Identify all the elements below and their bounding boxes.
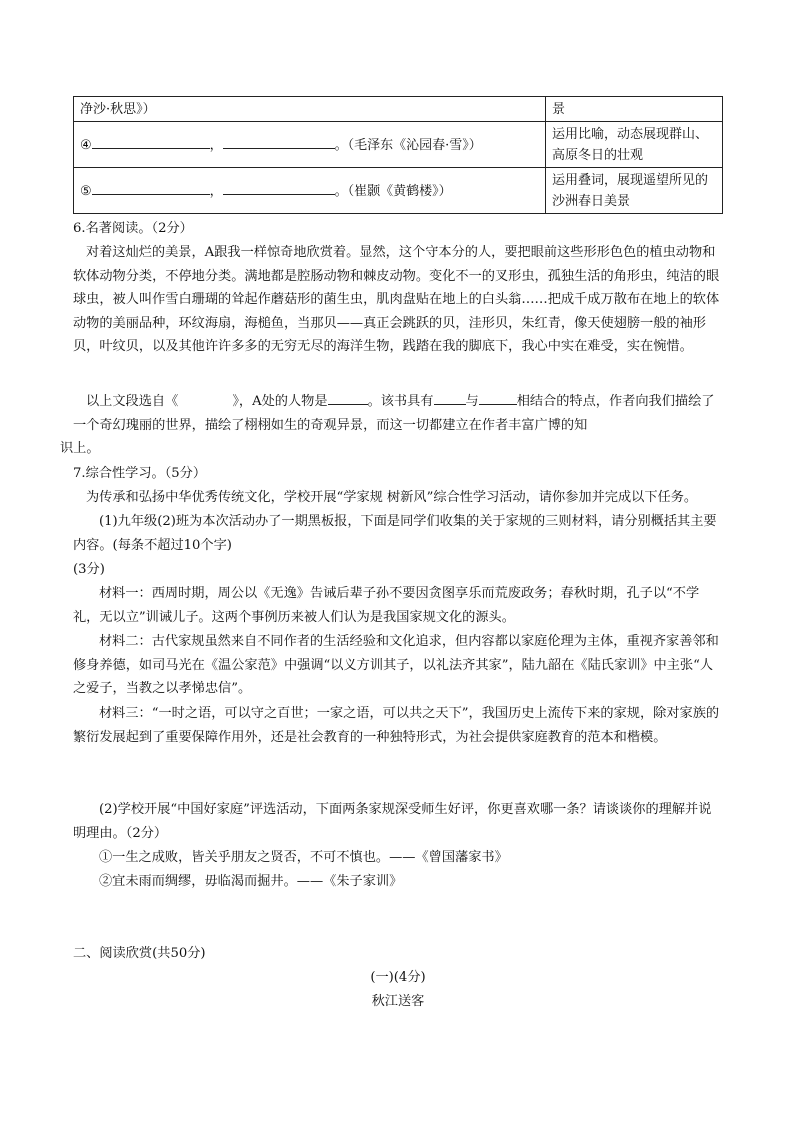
q6-passage: 对着这灿烂的美景，A跟我一样惊奇地欣赏着。显然，这个守本分的人，要把眼前这些形形色色的植虫动物和软体动物分类，不停地分类。满地都是腔肠动物和棘皮动物。变化不一的叉形虫，孤独生活的角形虫，纯洁的眼球虫，被人叫作雪白珊瑚的耸起作蘑菇形的菌生虫，肌肉盘贴在地上的白头翁……把成千成万散布在地上的软体动物的美丽品种，环纹海扇，海槌鱼，当那贝——真正会跳跃的贝，洼形贝，朱红青，像天使翅膀一般的袖形贝，叶纹贝，以及其他许许多多的无穷无尽的海洋生物，践踏在我的脚底下，我心中实在难受，实在惋惜。 (73, 245, 720, 354)
source-note: 。（毛泽东《沁园春·雪》） (334, 137, 482, 153)
answer-blank[interactable] (434, 390, 466, 405)
poem-title: 秋江送客 (371, 994, 425, 1009)
material-2: 材料二：古代家规虽然来自不同作者的生活经验和文化追求，但内容都以家庭伦理为主体，重视齐家善邻和修身养德，如司马光在《温公家范》中强调“以义方训其子，以礼法齐其家”，陆九韶在《陆氏家训》中主张“人之爱子，当教之以孝悌忠信”。 (73, 634, 719, 696)
answer-blank[interactable] (479, 390, 517, 405)
answer-blank[interactable] (92, 134, 210, 149)
table-row (74, 97, 723, 122)
option-2: ②宜未雨而绸缪，毋临渴而掘井。——《朱子家训》 (99, 874, 403, 889)
table-cell: 景 (546, 97, 723, 122)
part-label: (一)(4分) (370, 970, 426, 985)
q7-sub1: (1)九年级(2)班为本次活动办了一期黑板报，下面是同学们收集的关于家规的三则材料，请分别概括其主要内容。(每条不超过10个字) (73, 514, 717, 553)
q6-text: 。该书具有 (367, 394, 434, 409)
answer-blank[interactable] (178, 391, 232, 405)
answer-blank[interactable] (223, 180, 335, 195)
table-row (74, 168, 723, 214)
comma: ， (209, 183, 223, 199)
q6-text: 》，A处的人物是 (232, 394, 328, 409)
q6-question (60, 390, 723, 461)
table-cell: 运用比喻，动态展现群山、高原冬日的壮观 (546, 122, 723, 168)
item-number: ④ (80, 137, 92, 153)
table-row (74, 122, 723, 168)
answer-blank[interactable] (92, 180, 210, 195)
table-cell: 运用叠词，展现遥望所见的沙洲春日美景 (546, 168, 723, 214)
q6-title: 6.名著阅读。（2分） (73, 221, 193, 236)
table-cell: 净沙·秋思》） (74, 97, 546, 122)
q7-sub2: (2)学校开展“中国好家庭”评选活动，下面两条家规深受师生好评，你更喜欢哪一条？请谈谈你的理解并说明理由。（2分） (73, 802, 712, 841)
q6-text: 识上。 (60, 441, 100, 456)
q6-text: 以上文段选自《 (86, 394, 179, 409)
poetry-table (73, 96, 723, 214)
table-cell (74, 122, 546, 168)
material-1: 材料一：西周时期，周公以《无逸》告诫后辈子孙不要因贪图享乐而荒废政务；春秋时期，孔子以“不学礼，无以立”训诫儿子。这两个事例历来被人们认为是我国家规文化的源头。 (73, 586, 700, 625)
option-1: ①一生之成败，皆关乎朋友之贤否，不可不慎也。——《曾国藩家书》 (99, 850, 508, 865)
q7-title: 7.综合性学习。（5分） (73, 466, 207, 481)
q6-text: 相结合的特点，作者向我们描绘了一个奇幻瑰丽的世界，描绘了栩栩如生的奇观异景，而这一切都建立在作者丰富广博的知 (73, 394, 715, 433)
q7-sub1-score: (3分) (73, 562, 105, 577)
material-3: 材料三：“一时之语，可以守之百世；一家之语，可以共之天下”，我国历史上流传下来的家规，除对家族的繁衍发展起到了重要保障作用外，还是社会教育的一种独特形式，为社会提供家庭教育的范本和楷模。 (73, 706, 720, 745)
item-number: ⑤ (80, 183, 92, 199)
comma: ， (209, 137, 223, 153)
answer-blank[interactable] (223, 134, 335, 149)
answer-blank[interactable] (328, 390, 368, 405)
section-heading: 二、阅读欣赏(共50分) (73, 946, 206, 961)
q6-text: 与 (465, 394, 479, 409)
source-note: 。（崔颢《黄鹤楼》） (334, 183, 452, 199)
q7-intro: 为传承和弘扬中华优秀传统文化，学校开展“学家规 树新风”综合性学习活动，请你参加并完成以下任务。 (86, 490, 698, 505)
table-cell (74, 168, 546, 214)
